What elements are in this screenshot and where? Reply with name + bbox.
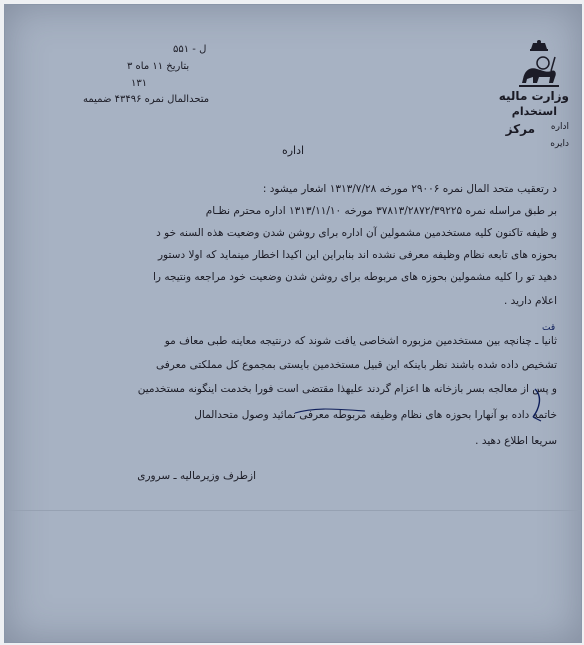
document-sheet — [4, 4, 582, 643]
body-line: بحوزه های تابعه نظام وظیفه معرفی نشده اند بنابراین این اکیدا اخطار مینماید که اولا دستور — [157, 249, 557, 261]
signature-line: ازطرف وزیرمالیه ـ سروری — [137, 470, 256, 482]
body-line: د رتعقیب متحد المال نمره ۲۹۰۰۶ مورخه ۱۳۱۳/۷/۲۸ اشعار میشود : — [262, 183, 557, 195]
body-line: سریعا اطلاع دهید . — [475, 435, 557, 447]
ministry-name: وزارت مالیه — [498, 89, 569, 103]
reference-year: ۱۳۱ — [131, 78, 148, 89]
addressee: اداره — [281, 144, 305, 157]
body-line: تشخیص داده شده باشند نظر باینکه این قبیل مستخدمین بایستی بمجموع کل مملکتی معرفی — [156, 359, 557, 371]
reference-date: بتاریخ ۱۱ ماه ۳ — [127, 61, 190, 72]
paper-crease — [5, 510, 581, 511]
body-line: بر طبق مراسله نمره ۳۷۸۱۳/۲۸۷۲/۳۹۲۲۵ مورخه ۱۳۱۳/۱۱/۱۰ اداره محترم نظـام — [205, 205, 557, 217]
reference-line: متحدالمال نمره ۴۳۴۹۶ ضمیمه — [83, 94, 210, 105]
body-line: خاتمه داده بو آنهارا بحوزه های نظام وظیفه مربوطه معرفی نمائید وصول متحدالمال — [194, 409, 557, 421]
department-label: دایره — [550, 139, 569, 149]
body-line: اعلام دارید . — [503, 295, 557, 307]
section-name: استخدام — [511, 105, 557, 118]
body-line: دهید تو را کلیه مشمولین بحوزه های مربوطه برای روشن شدن وضعیت خود مراجعه ونتیجه را — [153, 271, 557, 283]
body-line: ثانیا ـ چنانچه بین مستخدمین مزبوره اشخاصی یافت شوند که درنتیجه معاینه طبی معاف مو — [164, 335, 557, 347]
lion-and-sun-emblem-icon — [517, 39, 561, 89]
reference-number: ل - ۵۵۱ — [173, 44, 207, 55]
office-label: اداره — [550, 122, 569, 132]
office-value: مرکز — [505, 122, 535, 136]
handwritten-note: قت — [542, 323, 556, 333]
body-line: و ظیفه تاکنون کلیه مستخدمین مشمولین آن اداره برای روشن شدن وضعیت هذه السنه خو د — [156, 227, 557, 239]
body-line: و پس از معالجه بسر بازخانه ها اعزام گردند علیهذا مقتضی است فورا بخدمت اینگونه مستخدمین — [137, 383, 557, 395]
